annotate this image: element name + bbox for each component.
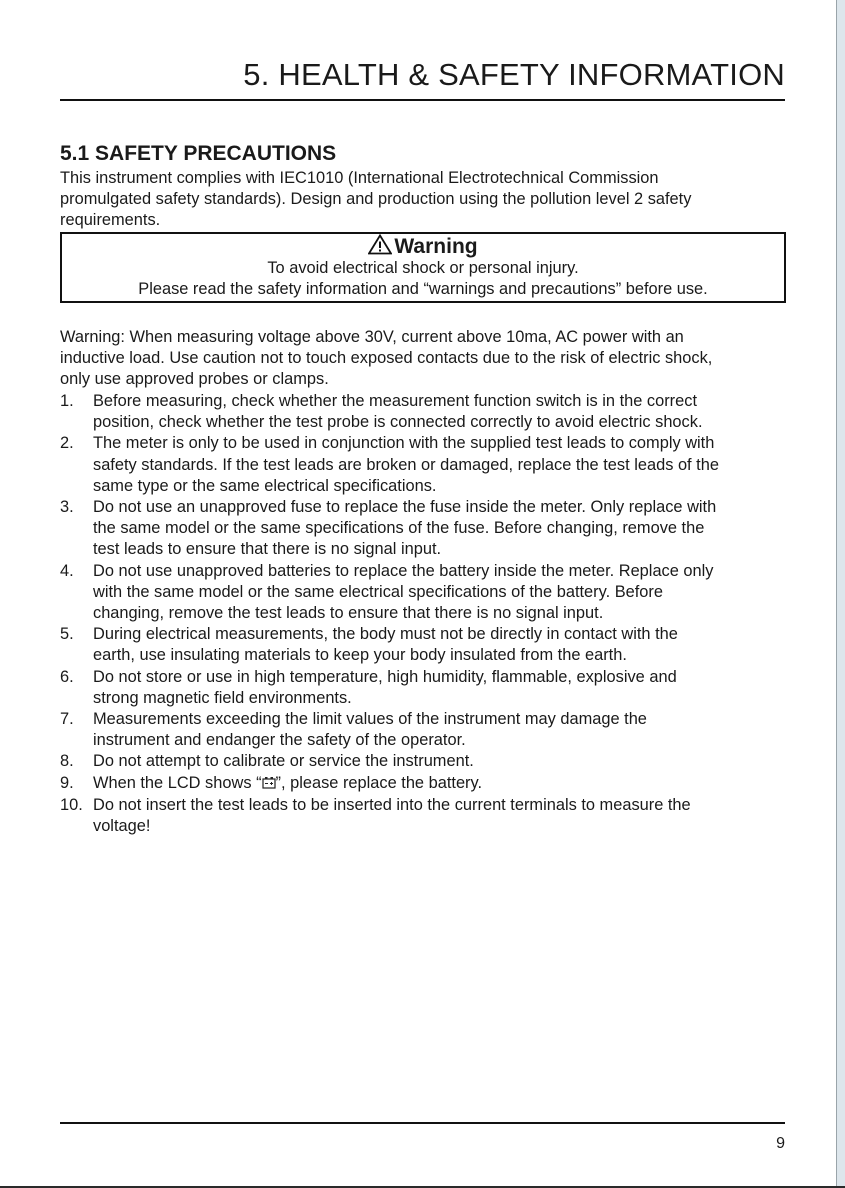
header-rule xyxy=(60,99,785,101)
item-line: Do not use unapproved batteries to replace the battery inside the meter. Replace only xyxy=(93,561,714,580)
item-number: 2. xyxy=(60,434,74,453)
warning-paragraph-line: only use approved probes or clamps. xyxy=(60,370,329,389)
item-line: voltage! xyxy=(93,817,151,836)
item-line: same type or the same electrical specifications. xyxy=(93,476,437,495)
item-number: 10. xyxy=(60,795,83,814)
item-line: instrument and endanger the safety of the operator. xyxy=(93,731,466,750)
warning-line-2: Please read the safety information and “warnings and precautions” before use. xyxy=(138,280,708,298)
list-item xyxy=(60,624,785,666)
warning-title-row xyxy=(62,234,784,258)
item-line: Do not attempt to calibrate or service the instrument. xyxy=(93,752,474,771)
list-item xyxy=(60,561,785,625)
precautions-list xyxy=(60,391,785,837)
page-number: 9 xyxy=(776,1135,785,1152)
item-line: earth, use insulating materials to keep your body insulated from the earth. xyxy=(93,646,627,665)
list-item xyxy=(60,497,785,561)
intro-line: requirements. xyxy=(60,211,161,230)
warning-paragraph-line: inductive load. Use caution not to touch exposed contacts due to the risk of electric shock, xyxy=(60,349,713,368)
item-number: 3. xyxy=(60,498,74,517)
item-line xyxy=(93,773,785,795)
warning-paragraph-line: Warning: When measuring voltage above 30V, current above 10ma, AC power with an xyxy=(60,328,684,346)
item-number: 8. xyxy=(60,752,74,771)
intro-paragraph xyxy=(60,168,785,232)
item-line: During electrical measurements, the body must not be directly in contact with the xyxy=(93,625,678,644)
footer-rule xyxy=(60,1122,785,1124)
list-item xyxy=(60,751,785,772)
list-item xyxy=(60,433,785,497)
item-line: Before measuring, check whether the measurement function switch is in the correct xyxy=(93,392,698,410)
list-item xyxy=(60,795,785,837)
intro-line: This instrument complies with IEC1010 (International Electrotechnical Commission xyxy=(60,169,659,187)
item-text-after-icon: ”, please replace the battery. xyxy=(275,773,483,792)
list-item xyxy=(60,709,785,751)
warning-title: Warning xyxy=(394,235,478,258)
item-line: Measurements exceeding the limit values of the instrument may damage the xyxy=(93,710,647,729)
list-item xyxy=(60,667,785,709)
item-number: 9. xyxy=(60,773,74,792)
item-number: 6. xyxy=(60,667,74,686)
list-item xyxy=(60,391,785,433)
item-line: Do not store or use in high temperature, high humidity, flammable, explosive and xyxy=(93,667,677,686)
item-line: Do not use an unapproved fuse to replace the fuse inside the meter. Only replace with xyxy=(93,498,717,517)
battery-icon xyxy=(262,774,276,795)
item-line: the same model or the same specifications of the fuse. Before changing, remove the xyxy=(93,519,705,538)
item-line: strong magnetic field environments. xyxy=(93,688,352,707)
item-text-before-icon: When the LCD shows “ xyxy=(93,773,262,792)
warning-box xyxy=(60,232,786,303)
warning-line-1: To avoid electrical shock or personal injury. xyxy=(267,259,579,277)
item-line: The meter is only to be used in conjunction with the supplied test leads to comply with xyxy=(93,434,715,453)
item-line: changing, remove the test leads to ensure that there is no signal input. xyxy=(93,604,604,623)
item-number: 1. xyxy=(60,392,74,410)
item-line: with the same model or the same electrical specifications of the battery. Before xyxy=(93,582,663,601)
item-number: 5. xyxy=(60,625,74,644)
warning-paragraph xyxy=(60,327,785,391)
item-line: safety standards. If the test leads are broken or damaged, replace the test leads of the xyxy=(93,455,719,474)
item-line: test leads to ensure that there is no signal input. xyxy=(93,540,442,559)
list-item xyxy=(60,773,785,795)
intro-line: promulgated safety standards). Design and production using the pollution level 2 safety xyxy=(60,190,692,209)
item-line: position, check whether the test probe is connected correctly to avoid electric shock. xyxy=(93,413,703,432)
item-number: 4. xyxy=(60,561,74,580)
item-line: Do not insert the test leads to be inserted into the current terminals to measure the xyxy=(93,795,691,814)
chapter-title: 5. HEALTH & SAFETY INFORMATION xyxy=(243,57,785,92)
section-heading: 5.1 SAFETY PRECAUTIONS xyxy=(60,142,337,165)
page-edge-right-line xyxy=(836,0,837,1188)
page-edge-right xyxy=(836,0,845,1188)
item-number: 7. xyxy=(60,710,74,729)
